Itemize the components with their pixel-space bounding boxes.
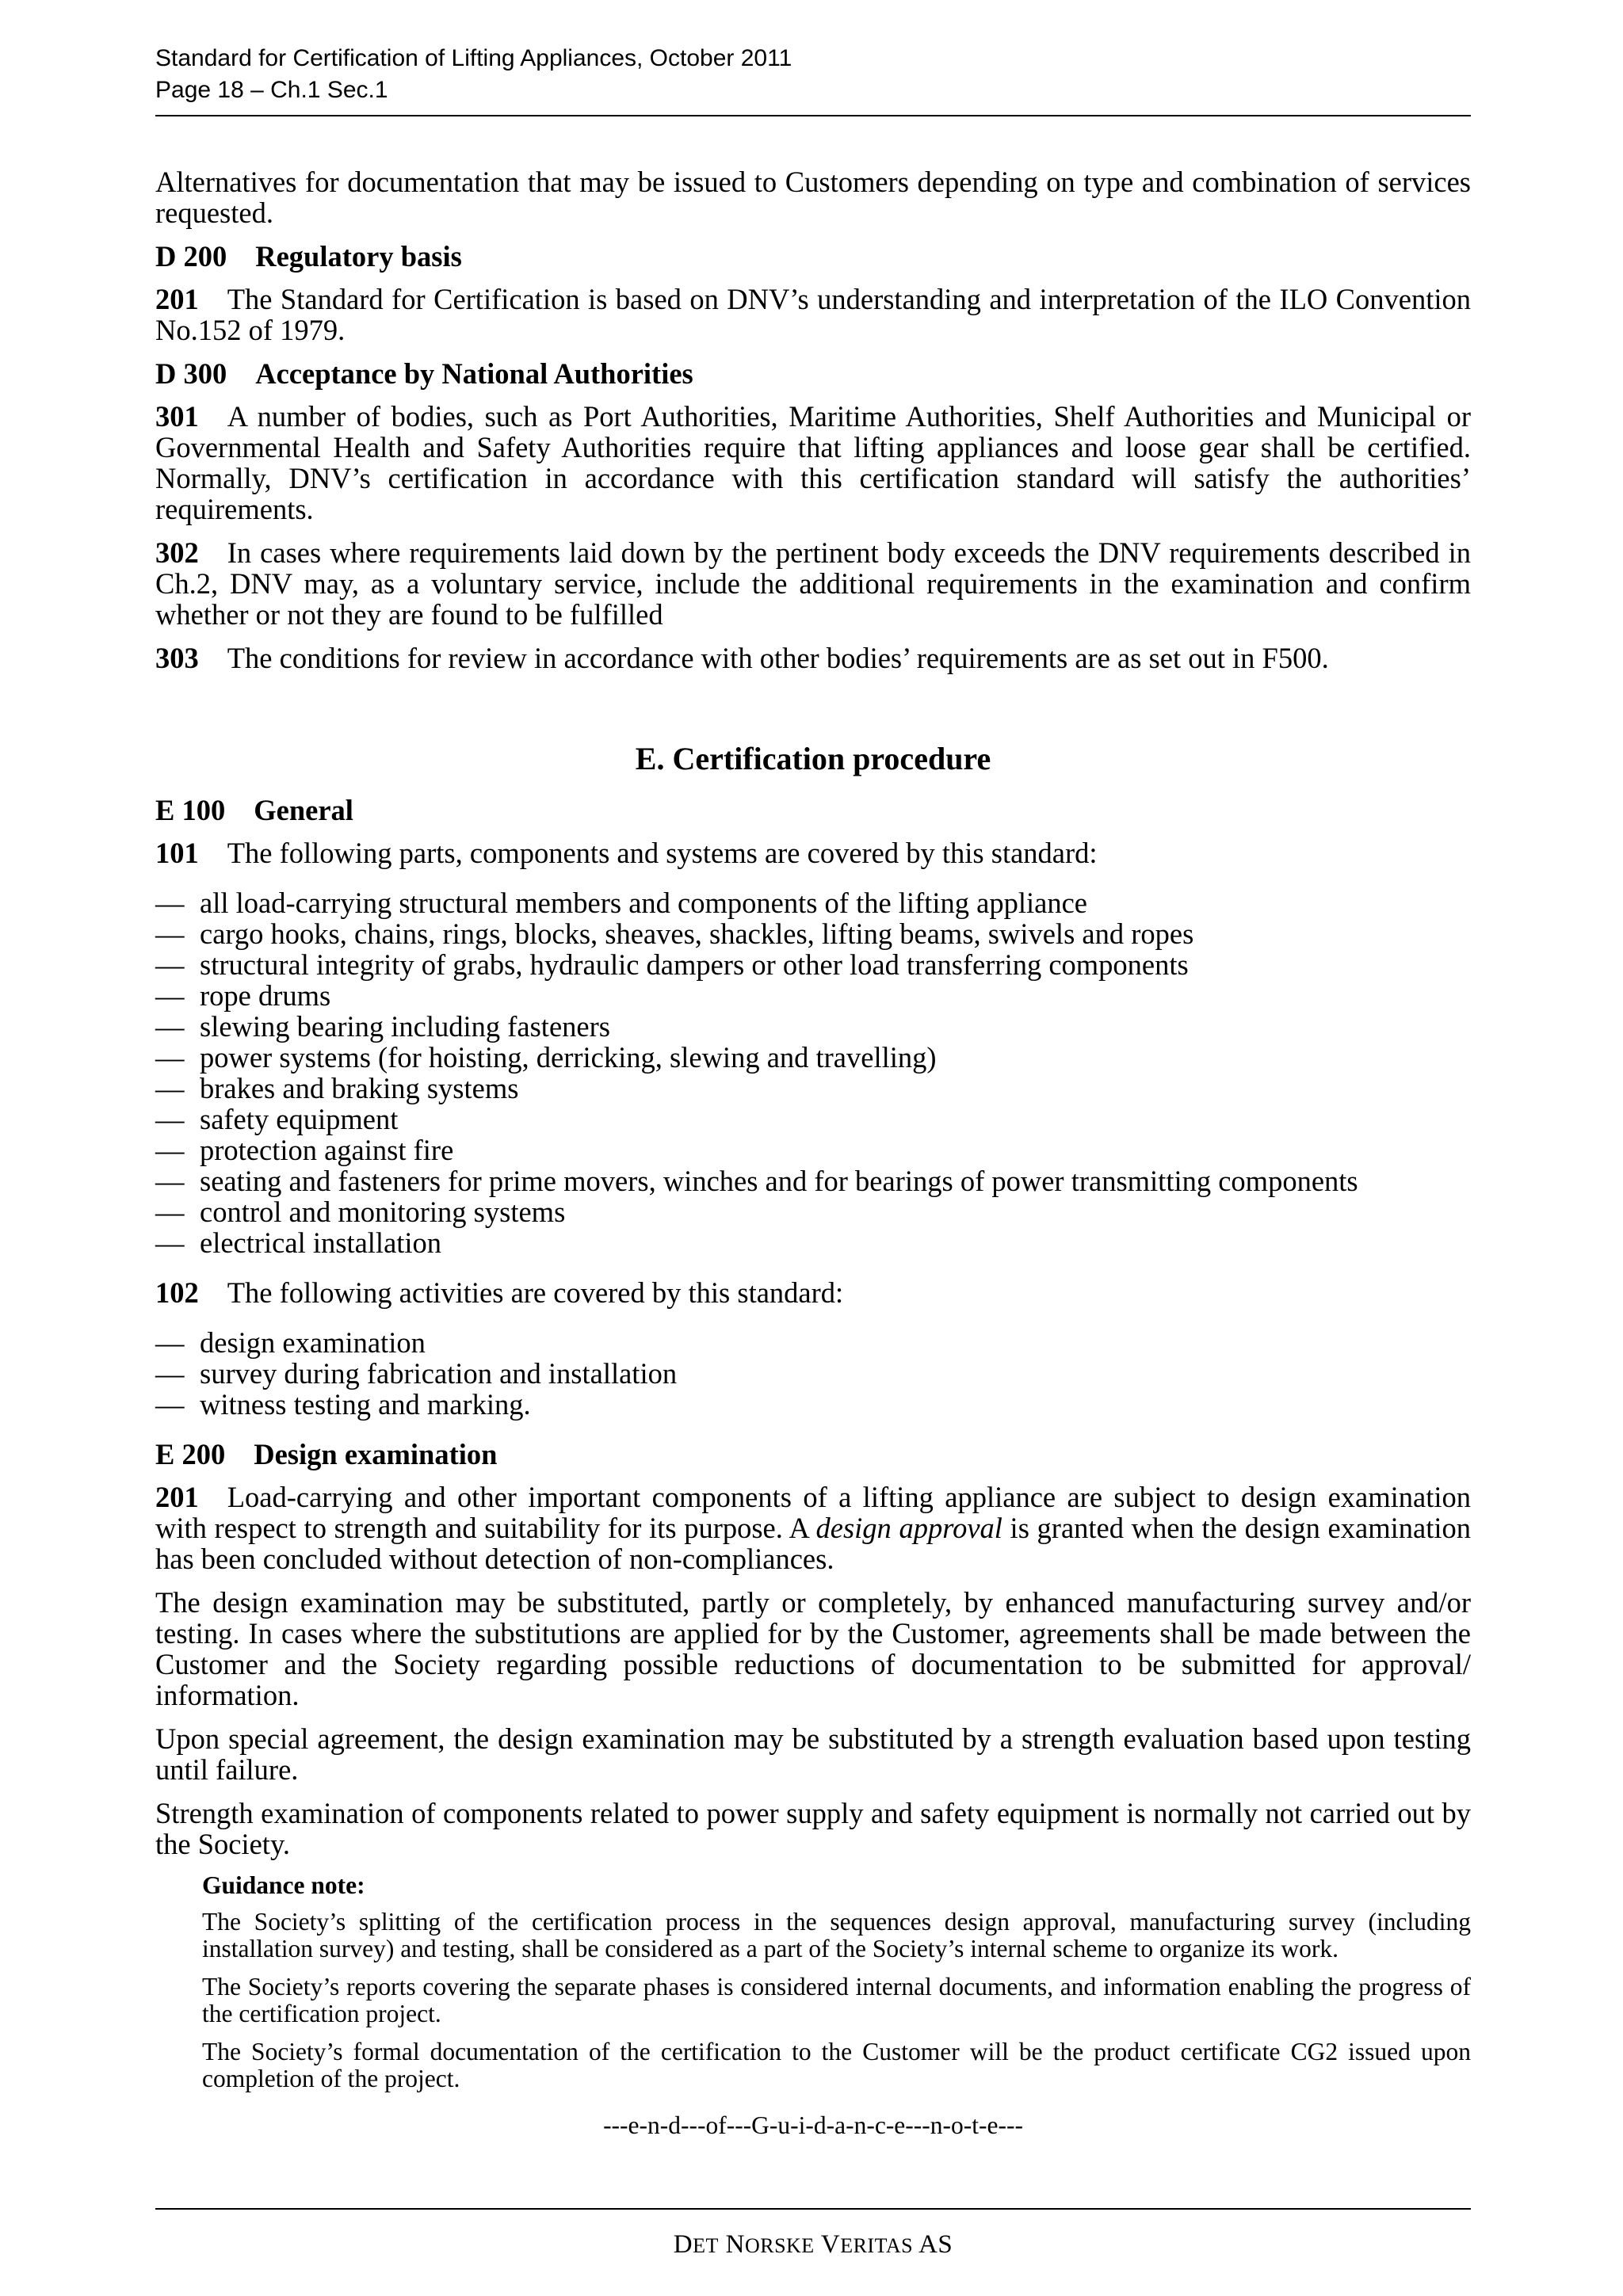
d300-title: Acceptance by National Authorities <box>255 357 693 390</box>
paragraph-number: 102 <box>155 1276 199 1309</box>
paragraph-number: 303 <box>155 642 199 674</box>
paragraph-text: In cases where requirements laid down by the pertinent body exceeds the DNV requirements described in Ch.2, DNV may, as a voluntary service, include the additional requirements in the examination and confirm whether or not they are found to be fulfilled <box>155 536 1471 631</box>
footer-divider <box>155 2208 1471 2210</box>
d300-paragraph-302 <box>155 537 1471 630</box>
list-item: — design examination <box>155 1327 1471 1358</box>
list-item: — seating and fasteners for prime movers, winches and for bearings of power transmitting components <box>155 1165 1471 1196</box>
guidance-paragraph: The Society’s reports covering the separate phases is considered internal documents, and information enabling the progress of the certification project. <box>202 1973 1471 2027</box>
list-item: — witness testing and marking. <box>155 1389 1471 1420</box>
e200-paragraph-special-agreement: Upon special agreement, the design examination may be substituted by a strength evaluation based upon testing until failure. <box>155 1722 1471 1786</box>
e200-title: Design examination <box>254 1438 498 1470</box>
header-title: Standard for Certification of Lifting Appliances, October 2011 <box>155 45 792 71</box>
paragraph-number: 101 <box>155 837 199 869</box>
list-item: — power systems (for hoisting, derricking, slewing and travelling) <box>155 1042 1471 1073</box>
paragraph-text: The conditions for review in accordance with other bodies’ requirements are as set out in F500. <box>227 642 1329 674</box>
paragraph-text: The following parts, components and systems are covered by this standard: <box>227 837 1098 869</box>
d300-paragraph-301 <box>155 401 1471 524</box>
paragraph-number: 201 <box>155 1481 199 1513</box>
e200-paragraph-strength-examination: Strength examination of components related to power supply and safety equipment is normally not carried out by the Society. <box>155 1797 1471 1860</box>
guidance-note <box>202 1872 1471 2092</box>
list-item: — rope drums <box>155 980 1471 1011</box>
section-e-title: E. Certification procedure <box>635 741 991 776</box>
covered-activities-list <box>155 1327 1471 1420</box>
list-item: — all load-carrying structural members and components of the lifting appliance <box>155 887 1471 918</box>
list-item: — electrical installation <box>155 1227 1471 1258</box>
e200-code: E 200 <box>155 1438 226 1470</box>
paragraph-number: 301 <box>155 400 199 433</box>
footer-char: V <box>820 2230 841 2259</box>
list-item: — cargo hooks, chains, rings, blocks, sheaves, shackles, lifting beams, swivels and ropes <box>155 918 1471 949</box>
d200-paragraph-201 <box>155 284 1471 345</box>
e100-paragraph-102 <box>155 1277 1471 1308</box>
page-header <box>155 43 1471 106</box>
page-footer <box>155 2230 1471 2260</box>
guidance-note-title: Guidance note: <box>202 1871 365 1899</box>
guidance-paragraph: The Society’s formal documentation of the certification to the Customer will be the product certificate CG2 issued upon completion of the project. <box>202 2038 1471 2092</box>
guidance-paragraph: The Society’s splitting of the certification process in the sequences design approval, manufacturing survey (including installation survey) and testing, shall be considered as a part of the Society’s internal scheme to organize its work. <box>202 1908 1471 1962</box>
list-item: — safety equipment <box>155 1104 1471 1135</box>
list-item: — structural integrity of grabs, hydraulic dampers or other load transferring components <box>155 949 1471 980</box>
footer-smallcaps: ORSKE <box>744 2234 815 2257</box>
e100-heading <box>155 795 1471 826</box>
paragraph-text: Load-carrying and other important components of a lifting appliance are subject to design examination with respect to strength and suitability for its purpose. A <box>155 1481 1471 1544</box>
e100-title: General <box>254 794 353 826</box>
list-item: — survey during fabrication and installation <box>155 1358 1471 1389</box>
intro-paragraph: Alternatives for documentation that may be issued to Customers depending on type and combination of services requested. <box>155 166 1471 229</box>
main-content <box>155 166 1471 2141</box>
paragraph-text: The Standard for Certification is based on DNV’s understanding and interpretation of the ILO Convention No.152 of 1979. <box>155 283 1471 346</box>
paragraph-text: A number of bodies, such as Port Authorities, Maritime Authorities, Shelf Authorities and Municipal or Governmental Health and Safety Authorities require that lifting appliances and loose gear shall be certified. Normally, DNV’s certification in accordance with this certification standard will satisfy the authorities’ requirements. <box>155 400 1471 525</box>
d200-title: Regulatory basis <box>255 240 462 273</box>
paragraph-number: 302 <box>155 536 199 569</box>
covered-components-list <box>155 887 1471 1258</box>
e200-heading <box>155 1439 1471 1470</box>
header-divider <box>155 115 1471 116</box>
list-item: — protection against fire <box>155 1135 1471 1165</box>
footer-smallcaps: ET <box>693 2234 719 2257</box>
e100-paragraph-101 <box>155 837 1471 868</box>
paragraph-text: The following activities are covered by this standard: <box>227 1276 844 1309</box>
footer-org-suffix: AS <box>918 2230 953 2259</box>
list-item: — brakes and braking systems <box>155 1073 1471 1104</box>
list-item: — slewing bearing including fasteners <box>155 1011 1471 1042</box>
d200-heading <box>155 241 1471 272</box>
paragraph-number: 201 <box>155 283 199 315</box>
e200-paragraph-201 <box>155 1482 1471 1574</box>
d300-paragraph-303 <box>155 643 1471 673</box>
footer-char: N <box>725 2230 745 2259</box>
guidance-end-marker: ---e-n-d---of---G-u-i-d-a-n-c-e---n-o-t-e--- <box>603 2111 1023 2139</box>
design-approval-term: design approval <box>815 1512 1002 1544</box>
d300-heading <box>155 358 1471 389</box>
footer-char: D <box>673 2230 693 2259</box>
e200-paragraph-substitution: The design examination may be substituted, partly or completely, by enhanced manufacturing survey and/or testing. In cases where the substitutions are applied for by the Customer, agreements shall be made between the Customer and the Society regarding possible reductions of documentation to be submitted for approval/ information. <box>155 1586 1471 1711</box>
header-page-ref: Page 18 – Ch.1 Sec.1 <box>155 77 388 103</box>
d300-code: D 300 <box>155 357 227 390</box>
list-item: — control and monitoring systems <box>155 1196 1471 1227</box>
e100-code: E 100 <box>155 794 226 826</box>
d200-code: D 200 <box>155 240 227 273</box>
paragraph-text: is granted when the design examination has been concluded without detection of non-compliances. <box>155 1512 1471 1575</box>
footer-smallcaps: ERITAS <box>840 2234 914 2257</box>
